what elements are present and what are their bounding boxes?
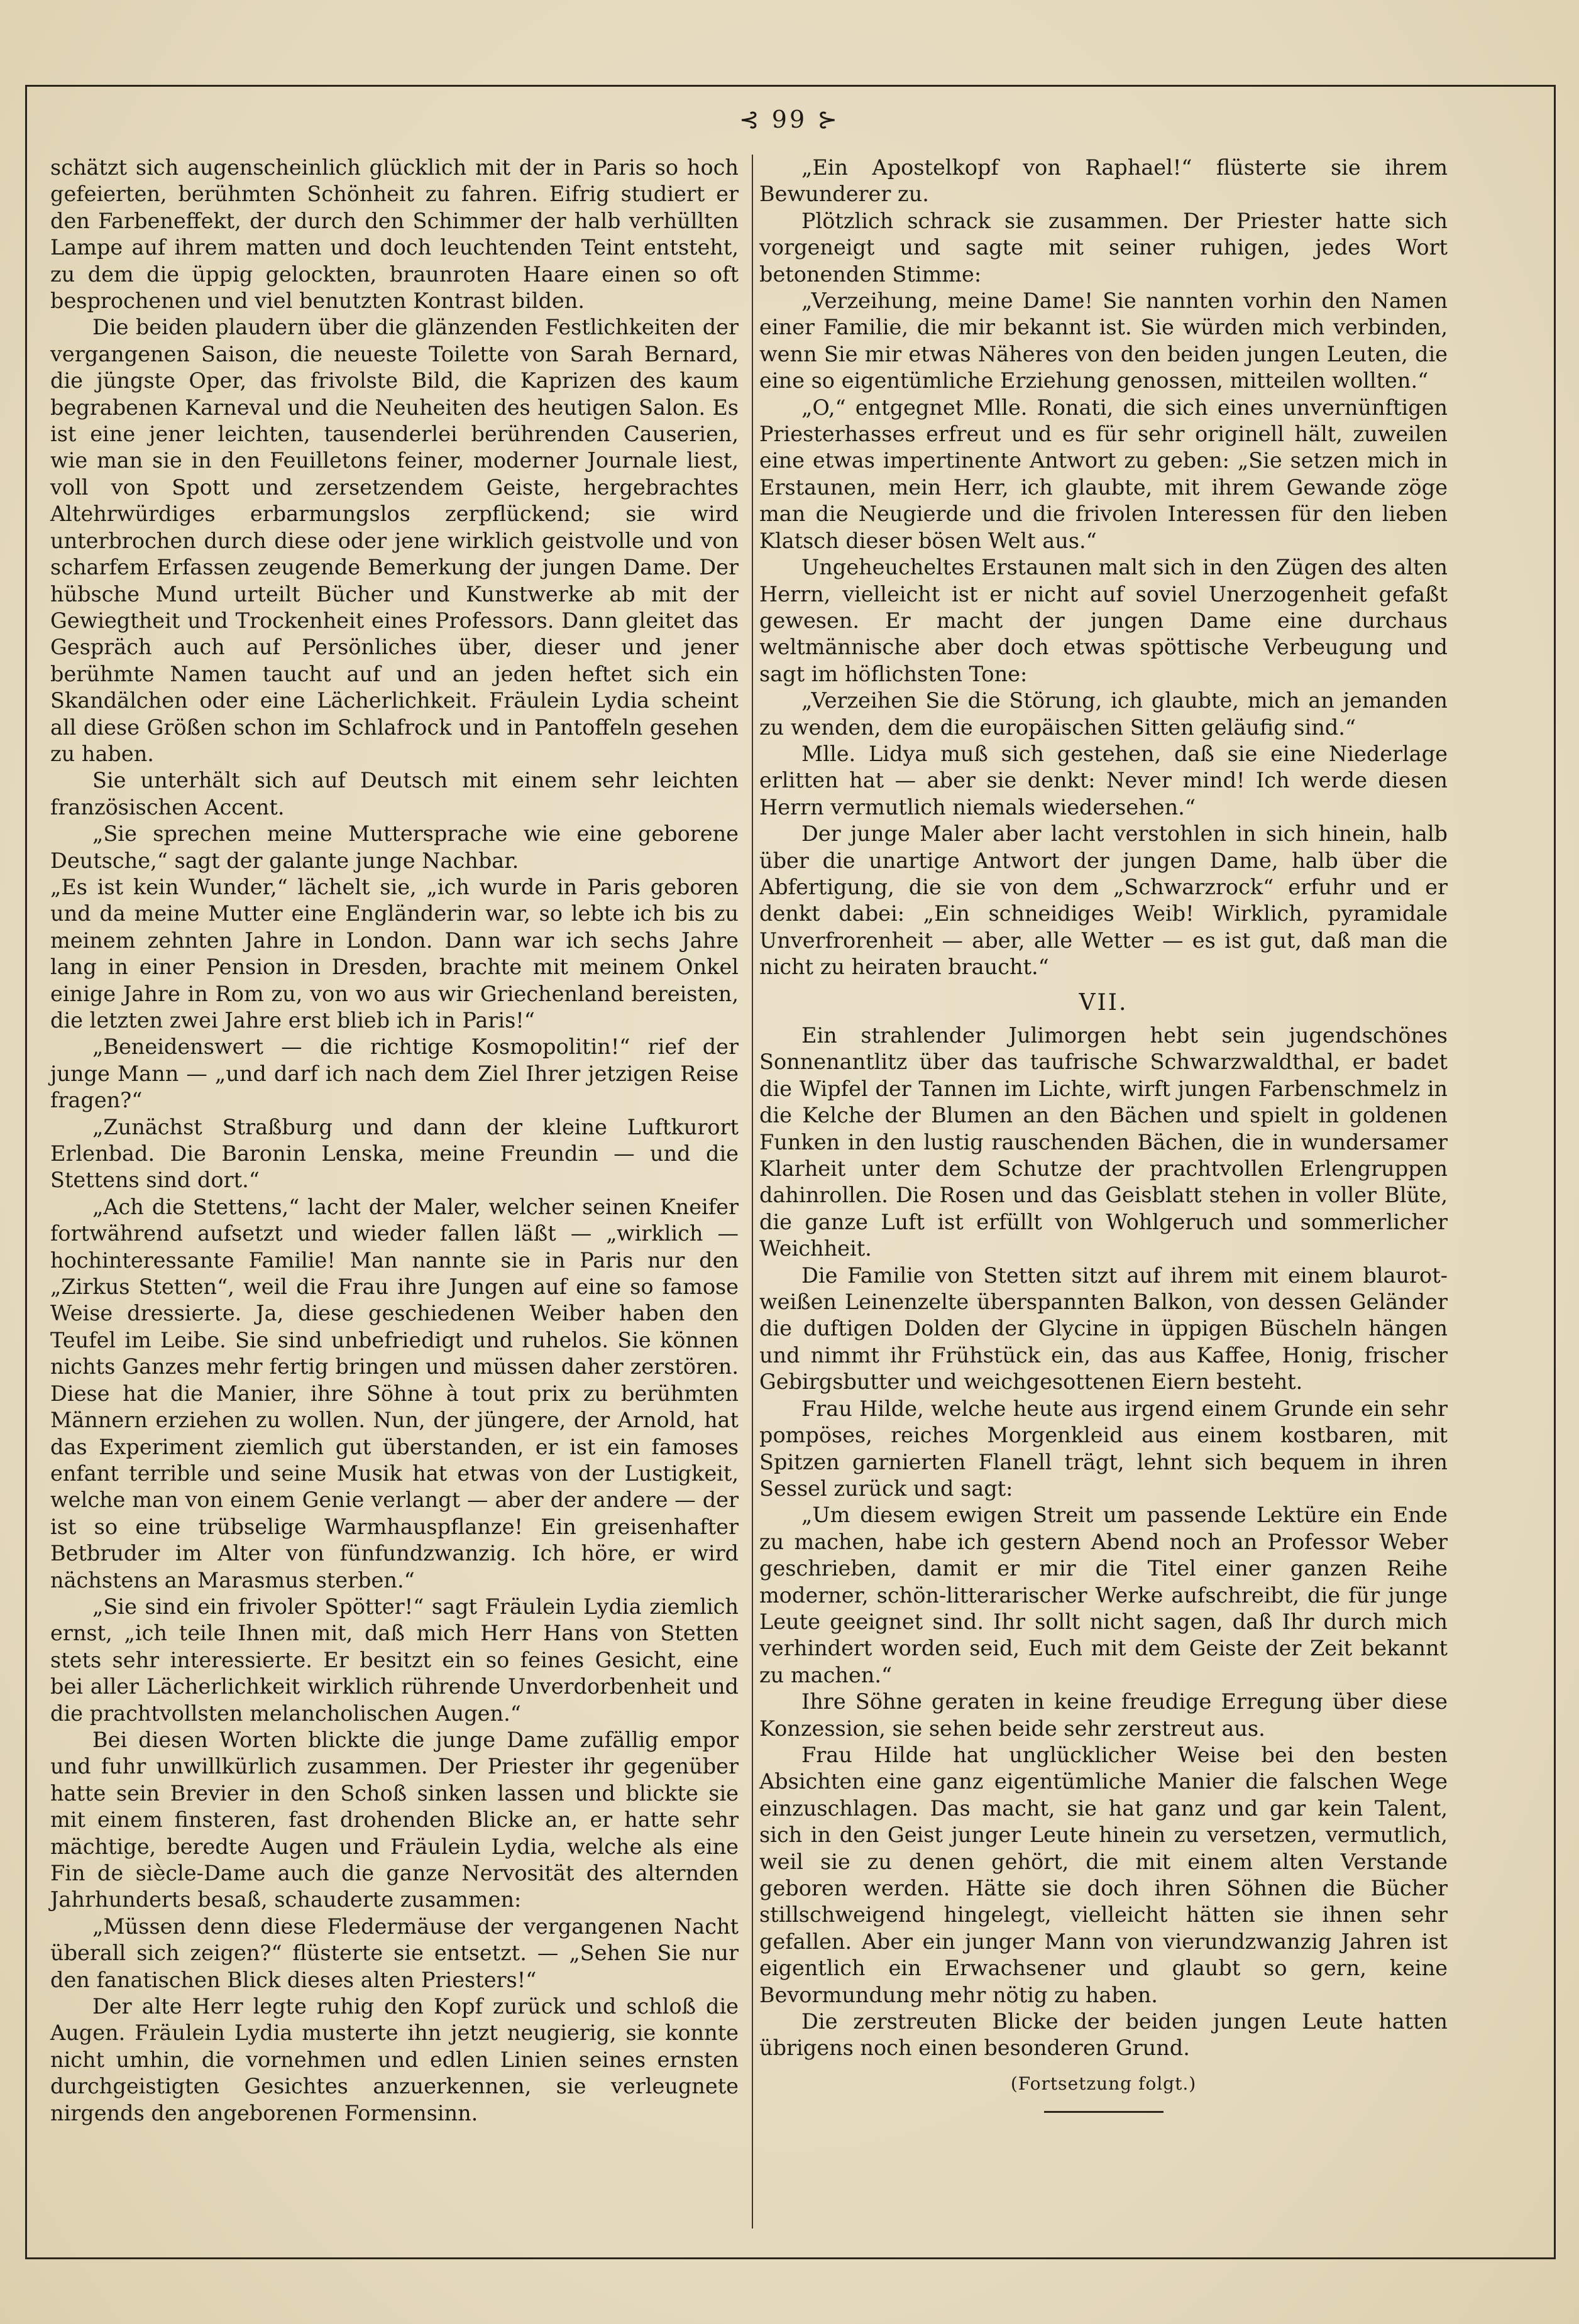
paragraph: Frau Hilde, welche heute aus irgend einem Grunde ein sehr pompöses, reiches Morgenkleid aus einem kostbaren, mit Spitzen garnierten Flanell trägt, lehnt sich bequem in ihren Sessel zurück und sagt: [759,1396,1448,1501]
paragraph: „O,“ entgegnet Mlle. Ronati, die sich eines unvernünftigen Priesterhasses erfreut und es für sehr originell hält, zuweilen eine etwas impertinente Antwort zu geben: „Sie setzen mich in Erstaunen, mein Herr, ich glaubte, mit ihrem Gewande zöge man die Neugierde und die frivolen Interessen für den lieben Klatsch dieser bösen Welt aus.“ [759,395,1448,553]
paragraph: „Es ist kein Wunder,“ lächelt sie, „ich wurde in Paris geboren und da meine Mutter eine Engländerin war, so lebte ich bis zu meinem zehnten Jahre in London. Dann war ich sechs Jahre lang in einer Pension in Dresden, brachte mit meinem Onkel einige Jahre in Rom zu, von wo aus wir Griechenland bereisten, die letzten zwei Jahre erst blieb ich in Paris!“ [50,874,739,1033]
paragraph: „Um diesem ewigen Streit um passende Lektüre ein Ende zu machen, habe ich gestern Abend noch an Professor Weber geschrieben, damit er mir die Titel einer ganzen Reihe moderner, schön-litterarischer Werke aufschreibt, die für junge Leute geeignet sind. Ihr sollt nicht sagen, daß Ihr durch mich verhindert worden seid, Euch mit dem Geiste der Zeit bekannt zu machen.“ [759,1503,1448,1687]
paragraph: Die zerstreuten Blicke der beiden jungen Leute hatten übrigens noch einen besonderen Grund. [759,2009,1448,2061]
paragraph: „Verzeihung, meine Dame! Sie nannten vorhin den Namen einer Familie, die mir bekannt ist. Sie würden mich verbinden, wenn Sie mir etwas Näheres von den beiden jungen Leuten, die eine so eigentümliche Erziehung genossen, mitteilen wollten.“ [759,288,1448,393]
column-divider [752,155,753,2228]
paragraph: Plötzlich schrack sie zusammen. Der Priester hatte sich vorgeneigt und sagte mit seiner ruhigen, jedes Wort betonenden Stimme: [759,208,1448,287]
paragraph: Ihre Söhne geraten in keine freudige Erregung über diese Konzession, sie sehen beide sehr zerstreut aus. [759,1689,1448,1741]
paragraph: Der alte Herr legte ruhig den Kopf zurück und schloß die Augen. Fräulein Lydia musterte ihn jetzt neugierig, sie konnte nicht umhin, die vornehmen und edlen Linien seines ernsten durchgeistigten Gesichtes anzuerkennen, sie verleugnete nirgends den angeborenen Formensinn. [50,1994,739,2125]
paragraph: schätzt sich augenscheinlich glücklich mit der in Paris so hoch gefeierten, berühmten Schönheit zu fahren. Eifrig studiert er den Farbeneffekt, der durch den Schimmer der halb verhüllten Lampe auf ihrem matten und doch leuchtenden Teint entsteht, zu dem die üppig gelockten, braunroten Haare einen so oft besprochenen und viel benutzten Kontrast bilden. [50,155,739,314]
paragraph: Frau Hilde hat unglücklicher Weise bei den besten Absichten eine ganz eigentümliche Manier die falschen Wege einzuschlagen. Das macht, sie hat ganz und gar kein Talent, sich in den Geist junger Leute hinein zu versetzen, vermutlich, weil sie zu denen gehört, die mit einem alten Verstande geboren werden. Hätte sie doch ihren Söhnen die Bücher stillschweigend hingelegt, vielleicht hätten sie ihnen sehr gefallen. Aber ein junger Mann von vierundzwanzig Jahren ist eigentlich ein Erwachsener und glaubt so gern, keine Bevormundung mehr nötig zu haben. [759,1742,1448,2007]
paragraph: „Verzeihen Sie die Störung, ich glaubte, mich an jemanden zu wenden, dem die europäischen Sitten geläufig sind.“ [759,688,1448,740]
paragraph: Der junge Maler aber lacht verstohlen in sich hinein, halb über die unartige Antwort der jungen Dame, halb über die Abfertigung, die sie von dem „Schwarzrock“ erfuhr und er denkt dabei: „Ein schneidiges Weib! Wirklich, pyramidale Unverfrorenheit — aber, alle Wetter — es ist gut, daß man die nicht zu heiraten braucht.“ [759,821,1448,980]
paragraph: Ein strahlender Julimorgen hebt sein jugendschönes Sonnenantlitz über das taufrische Schwarzwaldthal, er badet die Wipfel der Tannen im Lichte, wirft jungen Farbenschmelz in die Kelche der Blumen an den Bächen und spielt in goldenen Funken in den lustig rauschenden Bächen, die in wundersamer Klarheit unter dem Schutze der prachtvollen Erlengruppen dahinrollen. Die Rosen und das Geisblatt stehen in voller Blüte, die ganze Luft ist erfüllt von Wohlgeruch und sommerlicher Weichheit. [759,1023,1448,1261]
paragraph: Mlle. Lidya muß sich gestehen, daß sie eine Niederlage erlitten hat — aber sie denkt: Never mind! Ich werde diesen Herrn vermutlich niemals wiedersehen.“ [759,741,1448,819]
chapter-heading: VII. [1079,989,1128,1016]
left-text-column [50,155,739,2127]
end-rule [1044,2111,1164,2113]
paragraph: Sie unterhält sich auf Deutsch mit einem sehr leichten französischen Accent. [50,768,739,819]
paragraph: „Sie sind ein frivoler Spötter!“ sagt Fräulein Lydia ziemlich ernst, „ich teile Ihnen mit, daß mich Herr Hans von Stetten stets sehr interessierte. Er besitzt ein so feines Gesicht, eine bei aller Lächerlichkeit wirklich rührende Unverdorbenheit und die prachtvollsten melancholischen Augen.“ [50,1594,739,1726]
paragraph: „Beneidenswert — die richtige Kosmopolitin!“ rief der junge Mann — „und darf ich nach dem Ziel Ihrer jetzigen Reise fragen?“ [50,1034,739,1113]
paragraph: Die Familie von Stetten sitzt auf ihrem mit einem blaurot-weißen Leinenzelte überspannten Balkon, von dessen Geländer die duftigen Dolden der Glycine in üppigen Büscheln hängen und nimmt ihr Frühstück ein, das aus Kaffee, Honig, frischer Gebirgsbutter und weichgesottenen Eiern besteht. [759,1263,1448,1395]
right-text-column [759,155,1448,2113]
paragraph: Bei diesen Worten blickte die junge Dame zufällig empor und fuhr unwillkürlich zusammen. Der Priester ihr gegenüber hatte sein Brevier in den Schoß sinken lassen und blickte sie mit einem finsteren, fast drohenden Blicke an, er hatte sehr mächtige, beredte Augen und Fräulein Lydia, welche als eine Fin de siècle-Dame auch die ganze Nervosität des alternden Jahrhunderts besaß, schauderte zusammen: [50,1727,739,1912]
paragraph: Ungeheucheltes Erstaunen malt sich in den Zügen des alten Herrn, vielleicht ist er nicht auf soviel Unerzogenheit gefaßt gewesen. Er macht der jungen Dame eine durchaus weltmännische aber doch etwas spöttische Verbeugung und sagt im höflichsten Tone: [759,555,1448,686]
paragraph: „Ein Apostelkopf von Raphael!“ flüsterte sie ihrem Bewunderer zu. [759,155,1448,207]
page-number: ⊰ 99 ⊱ [739,106,840,133]
paragraph: „Sie sprechen meine Muttersprache wie eine geborene Deutsche,“ sagt der galante junge Nachbar. [50,821,739,873]
paragraph: Die beiden plaudern über die glänzenden Festlichkeiten der vergangenen Saison, die neueste Toilette von Sarah Bernard, die jüngste Oper, das frivolste Bild, die Kaprizen des kaum begrabenen Karneval und die Neuheiten des heutigen Salon. Es ist eine jener leichten, tausenderlei berührenden Causerien, wie man sie in den Feuilletons feiner, moderner Journale liest, voll von Spott und zersetzendem Geiste, hergebrachtes Altehrwürdiges erbarmungslos zerpflückend; sie wird unterbrochen durch diese oder jene wirklich geistvolle und von scharfem Erfassen zeugende Bemerkung der jungen Dame. Der hübsche Mund urteilt Bücher und Kunstwerke ab mit der Gewiegtheit und Trockenheit eines Professors. Dann gleitet das Gespräch auch auf Persönliches über, dieser und jener berühmte Namen taucht auf und an jeden heftet sich ein Skandälchen oder eine Lächerlichkeit. Fräulein Lydia scheint all diese Größen schon im Schlafrock und in Pantoffeln gesehen zu haben. [50,315,739,766]
continuation-note: (Fortsetzung folgt.) [1010,2073,1197,2094]
paragraph: „Ach die Stettens,“ lacht der Maler, welcher seinen Kneifer fortwährend aufsetzt und wieder fallen läßt — „wirklich — hochinteressante Familie! Man nannte sie in Paris nur den „Zirkus Stetten“, weil die Frau ihre Jungen auf eine so famose Weise dressierte. Ja, diese geschiedenen Weiber haben den Teufel im Leibe. Sie sind unbefriedigt und ruhelos. Sie können nichts Ganzes mehr fertig bringen und müssen daher zerstören. Diese hat die Manier, ihre Söhne à tout prix zu berühmten Männern erziehen zu wollen. Nun, der jüngere, der Arnold, hat das Experiment ziemlich gut überstanden, er ist ein famoses enfant terrible und seine Musik hat etwas von der Lustigkeit, welche man von einem Genie verlangt — aber der andere — der ist so eine trübselige Warmhauspflanze! Ein greisenhafter Betbruder im Alter von fünfundzwanzig. Ich höre, er wird nächstens an Marasmus sterben.“ [50,1194,739,1592]
paragraph: „Zunächst Straßburg und dann der kleine Luftkurort Erlenbad. Die Baronin Lenska, meine Freundin — und die Stettens sind dort.“ [50,1114,739,1193]
paragraph: „Müssen denn diese Fledermäuse der vergangenen Nacht überall sich zeigen?“ flüsterte sie entsetzt. — „Sehen Sie nur den fanatischen Blick dieses alten Priesters!“ [50,1914,739,1992]
